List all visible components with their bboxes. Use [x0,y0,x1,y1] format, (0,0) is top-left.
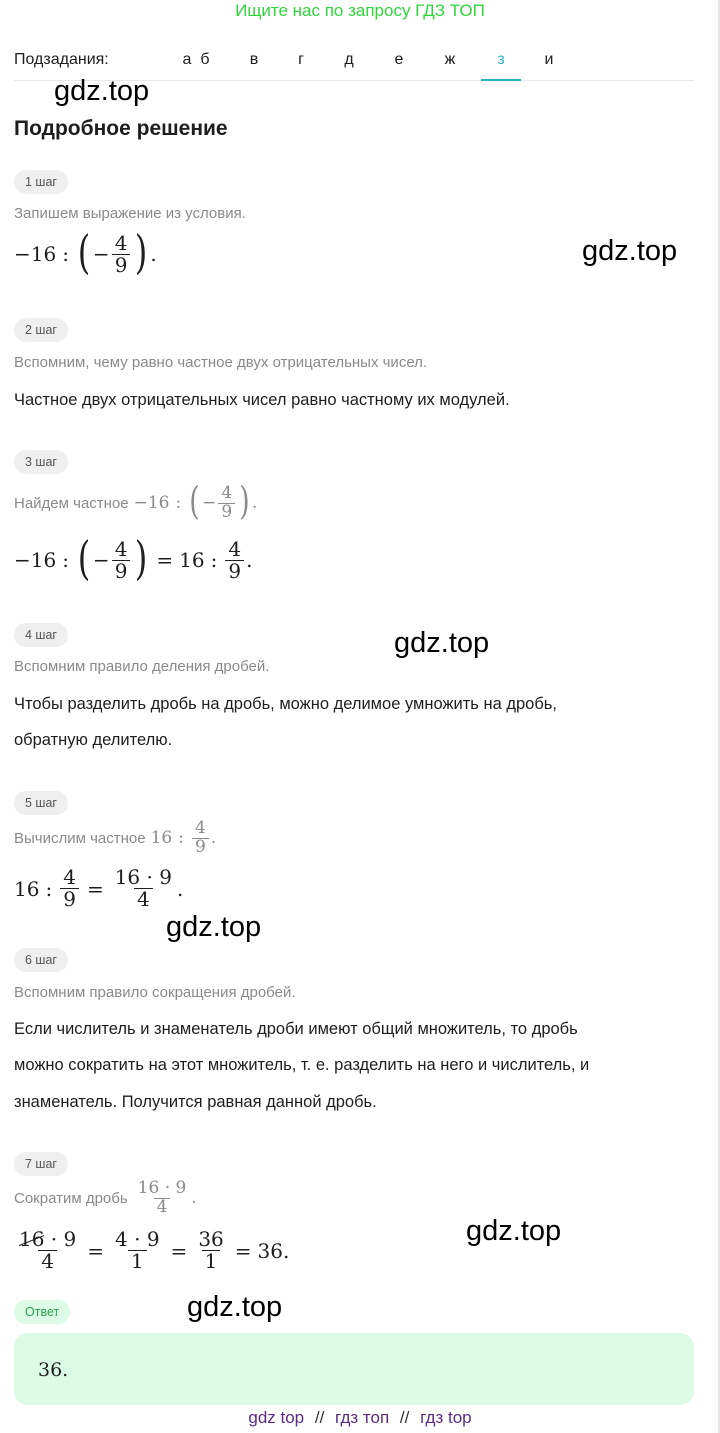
tab-subtask-i[interactable]: и [544,51,554,68]
answer-badge: Ответ [14,1300,70,1324]
tab-subtask-d[interactable]: д [344,51,354,68]
tab-subtask-a[interactable]: а [182,51,192,68]
step-6-text-line-3: знаменатель. Получится равная данной дробь. [14,1093,377,1111]
step-6-hint: Вспомним правило сокращения дробей. [14,984,296,1001]
footer-link[interactable]: гдз топ [335,1408,390,1427]
step-6-badge: 6 шаг [14,948,68,972]
answer-box [14,1333,694,1405]
tab-subtask-b[interactable]: б [200,51,210,68]
step-1-hint: Запишем выражение из условия. [14,205,246,222]
watermark: gdz.top [394,627,490,659]
tab-subtask-e[interactable]: е [394,51,404,68]
step-2-text: Частное двух отрицательных чисел равно частному их модулей. [14,391,510,409]
step-4-hint: Вспомним правило деления дробей. [14,658,270,675]
active-tab-indicator [481,79,521,81]
step-3-badge: 3 шаг [14,450,68,474]
page-title: Подробное решение [14,117,228,140]
step-2-badge: 2 шаг [14,318,68,342]
step-4-text-line-2: обратную делителю. [14,731,173,749]
watermark: gdz.top [54,75,150,107]
step-4-badge: 4 шаг [14,623,68,647]
step-5-expression: 16 : $\frac{4}{9}$ = $\frac{16 \cdot 9}{4}$ . [14,865,184,911]
step-5-hint: Вычислим частное 16 : $\frac{4}{9}$ . [14,818,217,857]
step-3-hint: Найдем частное −16 : ( − $\frac{4}{9}$ ) . [14,479,258,523]
step-7-badge: 7 шаг [14,1152,68,1176]
step-4-text-line-1: Чтобы разделить дробь на дробь, можно делимое умножить на дробь, [14,695,557,713]
step-6-text-line-2: можно сократить на этот множитель, т. е. разделить на него и числитель, и [14,1056,590,1074]
search-banner: Ищите нас по запросу ГДЗ ТОП [235,1,485,20]
watermark: gdz.top [582,235,678,267]
step-1-badge: 1 шаг [14,170,68,194]
footer-separator: // [314,1408,325,1427]
tab-subtask-v[interactable]: в [249,51,259,68]
tab-subtask-z[interactable]: з [497,51,505,68]
step-3-expression: −16 : ( − $\frac{4}{9}$ ) = 16 : $\frac{4}{9}$ . [14,531,253,585]
step-1-expression: −16 : ( − $\frac{4}{9}$ ) . [14,225,157,279]
subtasks-label: Подзадания: [14,51,109,68]
step-6-text-line-1: Если числитель и знаменатель дроби имеют общий множитель, то дробь [14,1020,578,1038]
tab-subtask-g[interactable]: г [298,51,304,68]
step-5-badge: 5 шаг [14,791,68,815]
step-2-hint: Вспомним, чему равно частное двух отрицательных чисел. [14,354,428,371]
step-7-expression: $\frac{16 \cdot 9}{4}$ = $\frac{4 \cdot 9}{1}$ = $\frac{36}{1}$ = 36. [19,1227,290,1273]
answer-value: 36. [38,1359,69,1381]
step-7-hint: Сократим дробь $\frac{16 \cdot 9}{4}$ . [14,1178,197,1217]
footer-separator: // [399,1408,410,1427]
watermark: gdz.top [466,1215,562,1247]
footer-link[interactable]: gdz top [248,1408,305,1427]
watermark: gdz.top [187,1291,283,1323]
watermark: gdz.top [166,911,262,943]
footer-link[interactable]: гдз top [420,1408,472,1427]
footer-links [0,1408,720,1428]
tab-subtask-zh[interactable]: ж [444,51,456,68]
